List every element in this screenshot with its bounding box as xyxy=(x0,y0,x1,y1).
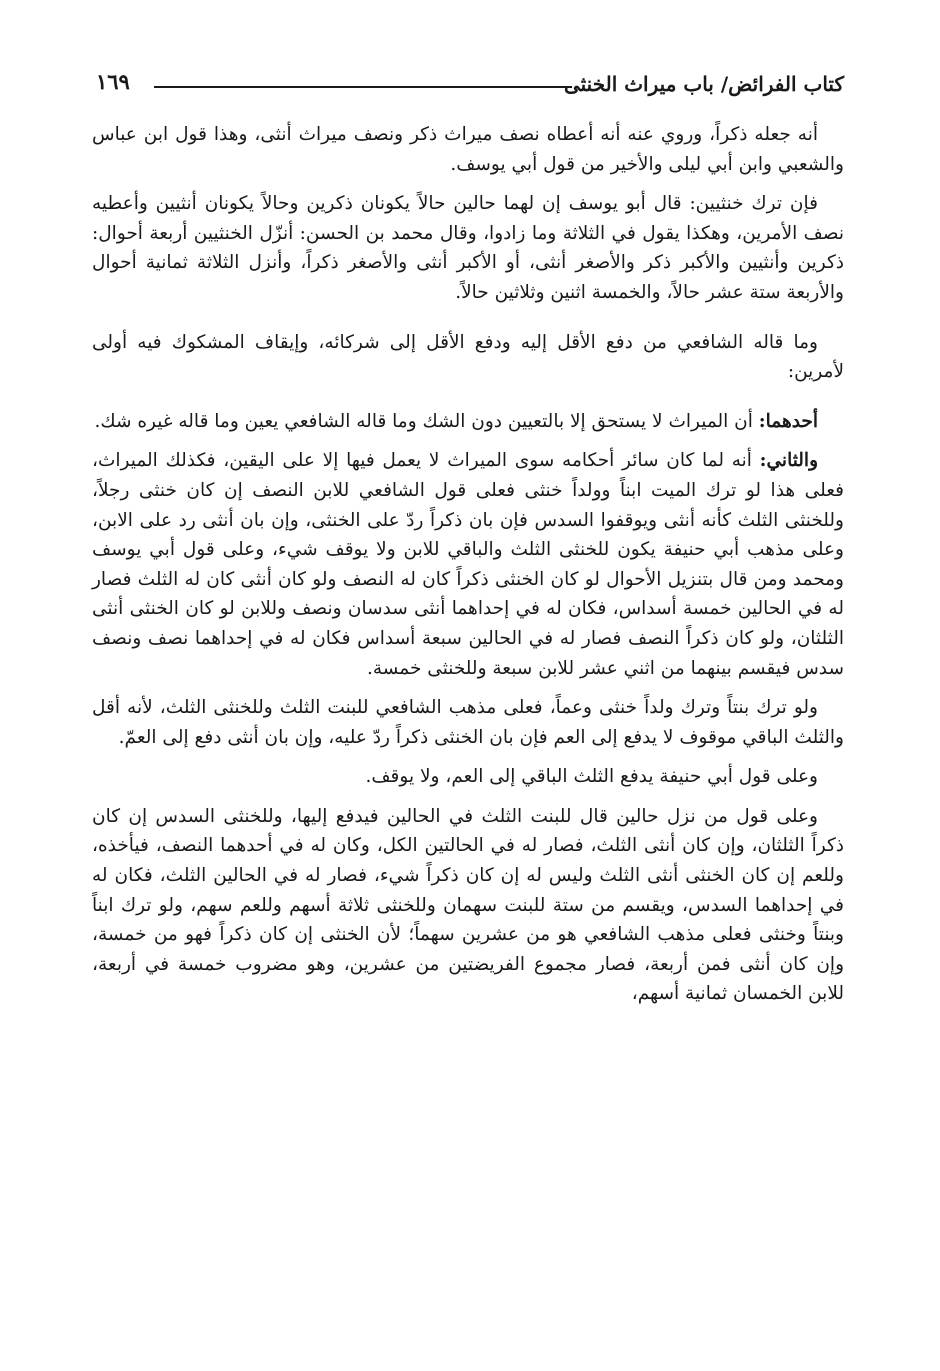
paragraph-7 xyxy=(92,762,844,792)
paragraph-8-text: وعلى قول من نزل حالين قال للبنت الثلث في الحالين فيدفع إليها، وللخنثى السدس إن كان ذكراً الثلثان، وإن كان أنثى الثلث، فصار له في الحالتين الكل، وكان له في أحدهما النصف، فيأخذه، وللعم إن كان الخنثى أنثى الثلث وليس له إن كان ذكراً شيء، فصار له في الحالين الثلث، فكان له في إحداهما السدس، ويقسم من ستة للبنت سهمان وللخنثى ثلاثة أسهم وللعم سهم، ولو ترك ابناً وبنتاً وخنثى فعلى مذهب الشافعي هو من عشرين سهماً؛ لأن الخنثى إن كان ذكراً فهو من خمسة، وإن كان أنثى فمن أربعة، فصار مجموع الفريضتين من عشرين، وهو مضروب خمسة في أربعة، للابن الخمسان ثمانية أسهم، xyxy=(92,805,844,1005)
paragraph-5 xyxy=(92,446,844,683)
chapter-title: كتاب الفرائض/ باب ميراث الخنثى xyxy=(563,72,844,96)
paragraph-8 xyxy=(92,802,844,1009)
body-text xyxy=(92,120,844,1009)
paragraph-2 xyxy=(92,189,844,307)
paragraph-6-text: ولو ترك بنتاً وترك ولداً خنثى وعماً، فعلى مذهب الشافعي للبنت الثلث وللخنثى الثلث، لأنه أقل والثلث الباقي موقوف لا يدفع إلى العم فإن بان الخنثى ذكراً ردّ عليه، وإن بان أنثى دفع إلى العمّ. xyxy=(92,697,844,748)
paragraph-4 xyxy=(92,407,844,437)
paragraph-2-text: فإن ترك خنثيين: قال أبو يوسف إن لهما حالين حالاً يكونان ذكرين وحالاً يكونان أنثيين وأعطيه نصف الأمرين، وهكذا يقول في الثلاثة وما زادوا، وقال محمد بن الحسن: أنزّل الخنثيين أربعة أحوال: ذكرين وأنثيين والأكبر ذكر والأصغر أنثى، أو الأكبر أنثى والأصغر ذكراً، وأنزل الثلاثة ثمانية أحوال والأربعة ستة عشر حالاً، والخمسة اثنين وثلاثين حالاً. xyxy=(92,193,844,303)
paragraph-5-text: أنه لما كان سائر أحكامه سوى الميراث لا يعمل فيها إلا على اليقين، فكذلك الميراث، فعلى هذا لو ترك الميت ابناً وولداً خنثى فعلى قول الشافعي للابن النصف إن كان خنثى رجلاً، وللخنثى الثلث كأنه أنثى ويوقفوا السدس فإن بان ذكراً ردّ على الخنثى، وإن بان أنثى رد على الابن، وعلى مذهب أبي حنيفة يكون للخنثى الثلث والباقي للابن ولا يوقف شيء، وعلى قول أبي يوسف ومحمد ومن قال بتنزيل الأحوال لو كان الخنثى ذكراً كان له النصف ولو كان أنثى كان له الثلث فصار له في الحالين خمسة أسداس، فكان له في إحداهما أنثى سدسان ونصف وللابن لو كان الخنثى أنثى الثلثان، ولو كان ذكراً النصف فصار له في الحالين سبعة أسداس فكان له في إحداهما نصف ونصف سدس فيقسم بينهما من اثني عشر للابن سبعة وللخنثى خمسة. xyxy=(92,450,844,679)
paragraph-1-text: أنه جعله ذكراً، وروي عنه أنه أعطاه نصف ميراث ذكر ونصف ميراث أنثى، وهذا قول ابن عباس والشعبي وابن أبي ليلى والأخير من قول أبي يوسف. xyxy=(92,124,844,175)
paragraph-5-lead: والثاني: xyxy=(759,450,818,472)
paragraph-3-text: وما قاله الشافعي من دفع الأقل إليه ودفع الأقل إلى شركائه، وإيقاف المشكوك فيه أولى لأمرين: xyxy=(92,331,844,383)
page-number: ١٦٩ xyxy=(96,69,130,94)
running-header xyxy=(92,62,844,102)
paragraph-4-text: أن الميراث لا يستحق إلا بالتعيين دون الشك وما قاله الشافعي يعين وما قاله غيره شك. xyxy=(94,410,759,432)
header-rule xyxy=(154,86,572,88)
book-page xyxy=(92,62,844,1352)
paragraph-7-text: وعلى قول أبي حنيفة يدفع الثلث الباقي إلى العم، ولا يوقف. xyxy=(365,766,818,788)
paragraph-4-lead: أحدهما: xyxy=(758,410,818,432)
paragraph-6 xyxy=(92,693,844,752)
paragraph-1 xyxy=(92,120,844,179)
paragraph-3 xyxy=(92,328,844,387)
